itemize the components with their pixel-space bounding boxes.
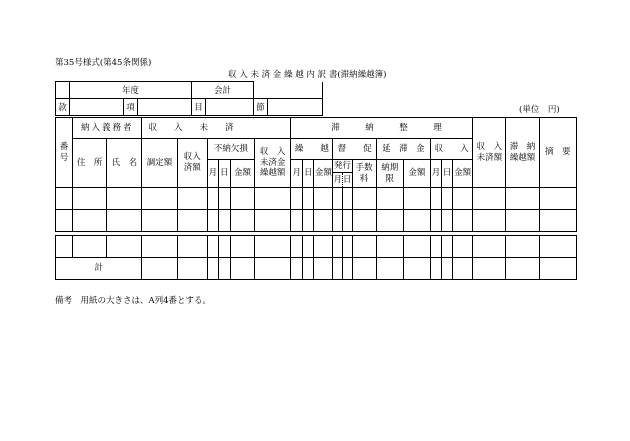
setsu-label: 節: [254, 99, 268, 116]
tesuuryou-line1: 手数: [355, 162, 373, 173]
tokusoku-header: 督 促: [333, 139, 376, 160]
bangou-header: 番号: [56, 118, 73, 188]
shuunyu-misai-gaku-line2: 未済額: [476, 152, 503, 163]
tesuuryou-line2: 料: [359, 173, 369, 184]
tesuuryou-header: [352, 160, 376, 188]
unit-label: (単位 円): [519, 105, 560, 115]
nouki-header: [376, 160, 403, 188]
table-row: [56, 236, 577, 258]
kurikoshi-header: 繰 越: [291, 139, 333, 160]
funou-hi-header: 日: [218, 160, 230, 188]
shuunyu-misai-gaku-line1: 収 入: [476, 141, 503, 152]
form-number: 第35号様式(第45条関係): [55, 58, 152, 68]
kou-label: 項: [124, 99, 138, 116]
shuunyu-misaikin-header: [255, 139, 291, 188]
nouki-line1: 納期: [381, 162, 399, 173]
jusho-header: 住 所: [73, 139, 107, 188]
shuunyu-misai-gaku-header: [473, 118, 506, 188]
kei-label: 計: [56, 258, 142, 280]
tainou-kurikoshi-line1: 滞 納: [509, 141, 536, 152]
shuunyu-sumi-gaku-line2: 済額: [183, 163, 201, 173]
tainou-seiri-header: 滞 納 整 理: [291, 118, 473, 139]
nendo-label: 年度: [70, 82, 192, 99]
tekiyou-header: 摘 要: [539, 118, 576, 188]
kou-value[interactable]: [138, 99, 192, 116]
setsu-value[interactable]: [268, 99, 323, 116]
kurikoshi-hi-header: 日: [303, 160, 314, 188]
table-row: [56, 210, 577, 232]
choutei-gaku-header: 調定額: [142, 139, 177, 188]
shuunyu-sumi-gaku-header: [177, 139, 207, 188]
funou-kingaku-header: 金額: [230, 160, 254, 188]
kan-value[interactable]: [70, 99, 124, 116]
shuunyu-misaikin-line3: 繰越額: [259, 168, 286, 179]
nounyu-gimusha-header: 納入義務者: [73, 118, 142, 139]
ledger-table: [55, 117, 577, 280]
kurikoshi-kingaku-header: 金額: [314, 160, 333, 188]
funou-tsuki-header: 月: [207, 160, 218, 188]
hakkou-header: [333, 160, 352, 188]
enchou-kingaku-header: 金額: [403, 160, 430, 188]
enchou-header: 延 滞 金: [376, 139, 430, 160]
moku-value[interactable]: [206, 99, 254, 116]
total-row: [56, 258, 577, 280]
shuunyu-sumi-gaku-line1: 収入: [183, 152, 201, 163]
tainou-kurikoshi-line2: 繰越額: [509, 152, 536, 163]
header-strip: [55, 81, 578, 116]
hakkou-hi-header: 日: [343, 175, 352, 185]
footnote: 備考 用紙の大きさは、A列4番とする。: [55, 296, 212, 306]
tainou-kurikoshi-header: [506, 118, 539, 188]
shuunyu-misai-header: 収 入 未 済: [142, 118, 291, 139]
form-title: 収 入 未 済 金 繰 越 内 訳 書(滞納繰越簿): [228, 70, 387, 80]
moku-label: 目: [192, 99, 206, 116]
table-row: [56, 188, 577, 210]
hakkou-tsuki-header: 月: [333, 175, 342, 185]
funou-kesson-header: 不納欠損: [207, 139, 254, 160]
shuunyu-misaikin-line1: 収 入: [259, 147, 286, 158]
nouki-line2: 限: [385, 173, 395, 184]
shuunyu-hi-header: 日: [442, 160, 453, 188]
shuunyu-misaikin-line2: 未済金: [259, 157, 286, 168]
shuunyu-tsuki-header: 月: [430, 160, 441, 188]
kurikoshi-tsuki-header: 月: [291, 160, 303, 188]
shimei-header: 氏 名: [107, 139, 142, 188]
kan-label: 款: [56, 99, 70, 116]
shuunyu-header: 収 入: [430, 139, 472, 160]
kaikei-label: 会計: [192, 82, 254, 99]
shuunyu-kingaku-header: 金額: [453, 160, 473, 188]
hakkou-label: 発行: [334, 161, 352, 171]
